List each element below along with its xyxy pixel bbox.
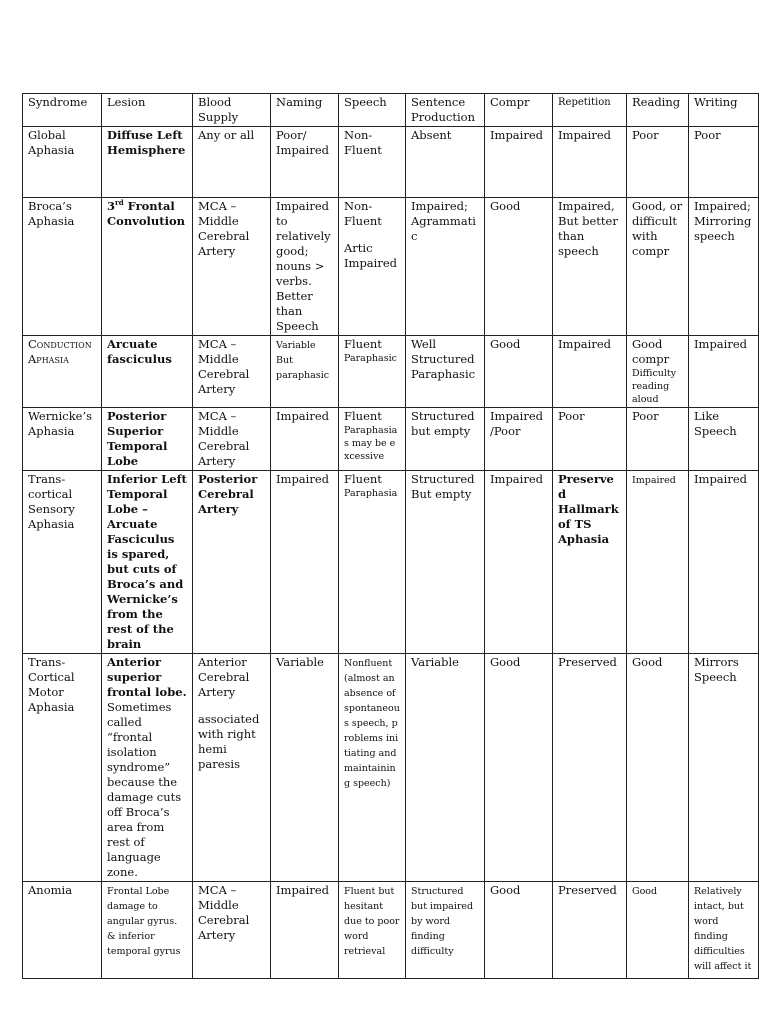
cell-reading: Good <box>627 654 689 882</box>
row-transcortical-motor-aphasia <box>23 654 759 882</box>
speech-fluency: Fluent <box>344 409 382 423</box>
cell-speech <box>339 882 406 979</box>
speech-detail: Paraphasic <box>344 353 397 364</box>
cell-writing: Like Speech <box>689 408 759 471</box>
cell-syndrome <box>23 127 102 198</box>
cell-repetition: Impaired <box>553 336 627 408</box>
lesion-location: Anterior superior frontal lobe. <box>107 655 187 699</box>
cell-repetition: Preserved <box>553 654 627 882</box>
cell-blood-supply <box>193 654 271 882</box>
lesion-text: Frontal Lobe damage to angular gyrus. & inferior temporal gyrus <box>107 886 181 957</box>
header-sentence-production: Sentence Production <box>406 94 485 127</box>
cell-repetition: Impaired, But better than speech <box>553 198 627 336</box>
cell-reading: Poor <box>627 408 689 471</box>
cell-writing <box>689 882 759 979</box>
cell-syndrome <box>23 198 102 336</box>
syndrome-label: Trans- cortical Sensory Aphasia <box>28 472 75 531</box>
cell-speech <box>339 408 406 471</box>
lesion-superscript: rd <box>115 198 124 208</box>
speech-fluency: Non- Fluent <box>344 199 382 228</box>
cell-syndrome <box>23 654 102 882</box>
cell-writing: Impaired <box>689 336 759 408</box>
cell-compr: Impaired <box>485 471 553 654</box>
cell-compr: Impaired <box>485 127 553 198</box>
cell-repetition: Impaired <box>553 127 627 198</box>
cell-writing: Mirrors Speech <box>689 654 759 882</box>
row-anomia <box>23 882 759 979</box>
blood-note: associated with right hemi paresis <box>198 712 260 771</box>
cell-sentence: Impaired; Agrammatic <box>406 198 485 336</box>
header-compr: Compr <box>485 94 553 127</box>
speech-detail: Paraphasia <box>344 488 398 499</box>
cell-speech <box>339 471 406 654</box>
cell-naming: Impaired <box>271 408 339 471</box>
header-blood-supply: Blood Supply <box>193 94 271 127</box>
speech-fluency: Fluent <box>344 472 382 486</box>
header-syndrome: Syndrome <box>23 94 102 127</box>
row-wernickes-aphasia <box>23 408 759 471</box>
syndrome-label: Anomia <box>28 883 73 897</box>
speech-fluency: Fluent <box>344 337 382 351</box>
cell-blood-supply: MCA – Middle Cerebral Artery <box>193 198 271 336</box>
cell-lesion <box>102 882 193 979</box>
row-conduction-aphasia <box>23 336 759 408</box>
syndrome-label: Trans- Cortical Motor Aphasia <box>28 655 75 714</box>
header-naming: Naming <box>271 94 339 127</box>
syndrome-label: Conduction Aphasia <box>28 337 92 366</box>
cell-blood-supply: MCA – Middle Cerebral Artery <box>193 336 271 408</box>
header-reading: Reading <box>627 94 689 127</box>
aphasia-comparison-table <box>22 93 759 979</box>
cell-reading <box>627 471 689 654</box>
cell-writing: Impaired <box>689 471 759 654</box>
cell-naming: Impaired <box>271 882 339 979</box>
lesion-number: 3 <box>107 199 116 213</box>
cell-naming <box>271 336 339 408</box>
row-brocas-aphasia <box>23 198 759 336</box>
cell-blood-supply: Posterior Cerebral Artery <box>193 471 271 654</box>
cell-naming: Poor/ Impaired <box>271 127 339 198</box>
cell-compr: Good <box>485 882 553 979</box>
sentence-text: Structured but impaired by word finding difficulty <box>411 886 474 957</box>
speech-text: Fluent but hesitant due to poor word retrieval <box>344 886 400 957</box>
cell-naming: Variable <box>271 654 339 882</box>
reading-text: Good <box>632 886 658 897</box>
cell-reading <box>627 336 689 408</box>
cell-blood-supply: Any or all <box>193 127 271 198</box>
cell-syndrome <box>23 882 102 979</box>
header-repetition: Repetition <box>553 94 627 127</box>
cell-sentence: Structured But empty <box>406 471 485 654</box>
speech-detail: Paraphasias may be excessive <box>344 425 398 462</box>
cell-lesion: Arcuate fasciculus <box>102 336 193 408</box>
cell-lesion: Posterior Superior Temporal Lobe <box>102 408 193 471</box>
cell-syndrome <box>23 336 102 408</box>
cell-compr: Good <box>485 654 553 882</box>
syndrome-label: Global Aphasia <box>28 128 75 157</box>
header-lesion: Lesion <box>102 94 193 127</box>
cell-sentence: Structured but empty <box>406 408 485 471</box>
reading-text: Impaired <box>632 475 676 486</box>
writing-text: Relatively intact, but word finding difficulties will affect it <box>694 886 752 972</box>
row-global-aphasia <box>23 127 759 198</box>
cell-lesion: Inferior Left Temporal Lobe – Arcuate Fasciculus is spared, but cuts of Broca’s and Wernicke’s from the rest of the brain <box>102 471 193 654</box>
cell-speech <box>339 654 406 882</box>
cell-lesion <box>102 198 193 336</box>
cell-repetition: Preserved <box>553 882 627 979</box>
header-writing: Writing <box>689 94 759 127</box>
cell-naming: Impaired to relatively good; nouns > verbs. Better than Speech <box>271 198 339 336</box>
cell-sentence: Variable <box>406 654 485 882</box>
cell-blood-supply: MCA – Middle Cerebral Artery <box>193 882 271 979</box>
cell-writing: Impaired; Mirroring speech <box>689 198 759 336</box>
cell-reading <box>627 882 689 979</box>
cell-speech <box>339 336 406 408</box>
cell-syndrome <box>23 408 102 471</box>
cell-lesion: Diffuse Left Hemisphere <box>102 127 193 198</box>
blood-artery: Anterior Cerebral Artery <box>198 655 250 699</box>
speech-text: Nonfluent (almost an absence of spontaneous speech, problems initiating and maintaining speech) <box>344 658 400 789</box>
reading-compr: Good compr <box>632 337 670 366</box>
cell-blood-supply: MCA – Middle Cerebral Artery <box>193 408 271 471</box>
speech-artic: Artic Impaired <box>344 241 398 270</box>
cell-reading: Poor <box>627 127 689 198</box>
cell-sentence: Well Structured Paraphasic <box>406 336 485 408</box>
header-row <box>23 94 759 127</box>
cell-writing: Poor <box>689 127 759 198</box>
cell-compr: Good <box>485 198 553 336</box>
header-speech: Speech <box>339 94 406 127</box>
lesion-text: Frontal Convolution <box>107 199 185 228</box>
cell-lesion <box>102 654 193 882</box>
cell-compr: Good <box>485 336 553 408</box>
naming-text: Variable But paraphasic <box>276 340 330 381</box>
cell-compr: Impaired /Poor <box>485 408 553 471</box>
cell-repetition: Poor <box>553 408 627 471</box>
cell-naming: Impaired <box>271 471 339 654</box>
cell-speech <box>339 198 406 336</box>
cell-speech: Non- Fluent <box>339 127 406 198</box>
cell-sentence: Absent <box>406 127 485 198</box>
cell-reading: Good, or difficult with compr <box>627 198 689 336</box>
cell-repetition: Preserved Hallmark of TS Aphasia <box>553 471 627 654</box>
cell-syndrome <box>23 471 102 654</box>
reading-aloud: Difficulty reading aloud <box>632 368 677 405</box>
row-transcortical-sensory-aphasia <box>23 471 759 654</box>
syndrome-label: Broca’s Aphasia <box>28 199 75 228</box>
syndrome-label: Wernicke’s Aphasia <box>28 409 93 438</box>
lesion-note: Sometimes called “frontal isolation syndrome” because the damage cuts off Broca’s area from rest of language zone. <box>107 700 182 879</box>
cell-sentence <box>406 882 485 979</box>
